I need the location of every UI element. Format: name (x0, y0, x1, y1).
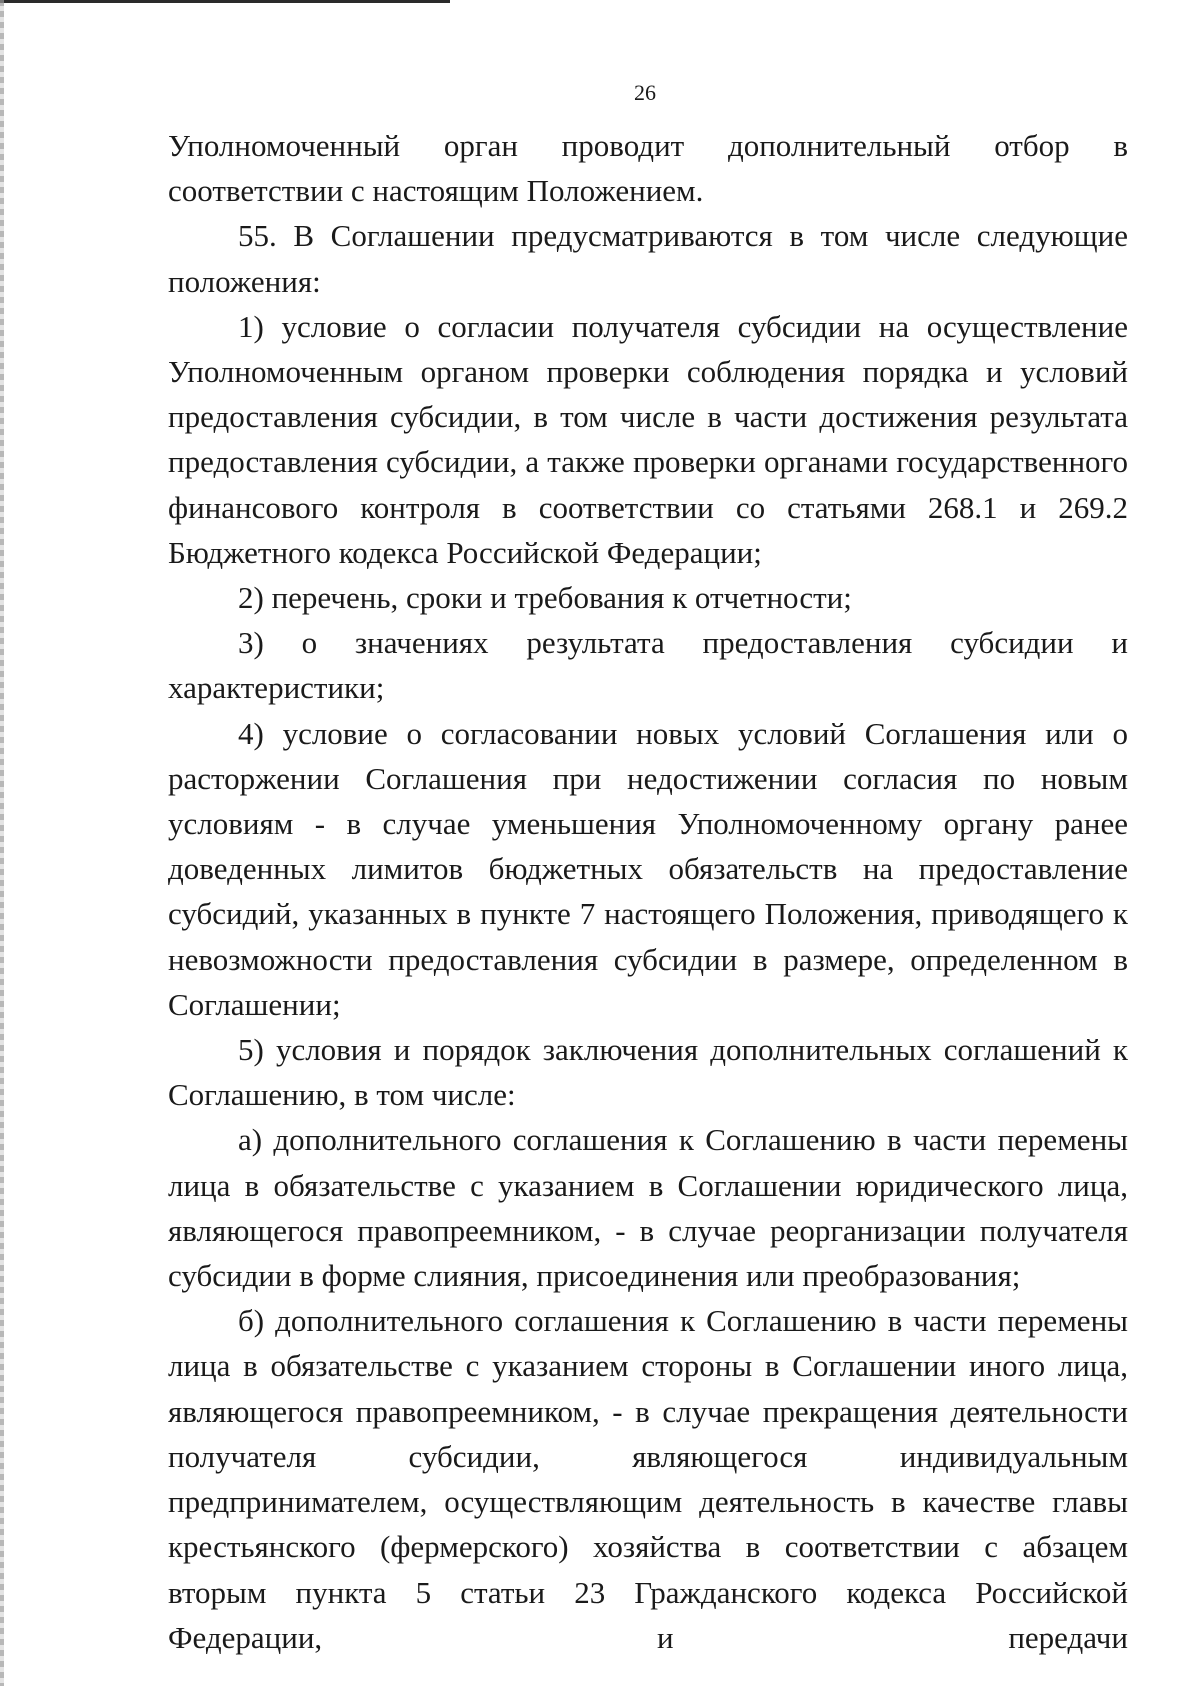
document-body (168, 123, 1128, 1660)
paragraph-item-5b: б) дополнительного соглашения к Соглашению в части перемены лица в обязательстве с указанием стороны в Соглашении иного лица, являющегося правопреемником, - в случае прекращения деятельности получателя субсидии, являющегося индивидуальным предпринимателем, осуществляющим деятельность в качестве главы крестьянского (фермерского) хозяйства в соответствии с абзацем вторым пункта 5 статьи 23 Гражданского кодекса Российской Федерации, и передачи (168, 1303, 1128, 1655)
paragraph-item-1: 1) условие о согласии получателя субсидии на осуществление Уполномоченным органом проверки соблюдения порядка и условий предоставления субсидии, в том числе в части достижения результата предоставления субсидии, а также проверки органами государственного финансового контроля в соответствии со статьями 268.1 и 269.2 Бюджетного кодекса Российской Федерации; (168, 308, 1128, 570)
paragraph-55: 55. В Соглашении предусматриваются в том числе следующие положения: (168, 218, 1128, 299)
scan-top-border (0, 0, 450, 3)
paragraph-item-5a: а) дополнительного соглашения к Соглашению в части перемены лица в обязательстве с указанием в Соглашении юридического лица, являющегося правопреемником, - в случае реорганизации получателя субсидии в форме слияния, присоединения или преобразования; (168, 1122, 1128, 1294)
paragraph-item-2: 2) перечень, сроки и требования к отчетности; (238, 580, 852, 616)
paragraph-item-5: 5) условия и порядок заключения дополнительных соглашений к Соглашению, в том числе: (168, 1032, 1128, 1113)
paragraph-item-3: 3) о значениях результата предоставления субсидии и характеристики; (168, 625, 1128, 706)
page-number: 26 (634, 80, 656, 105)
scan-left-edge (0, 0, 4, 1686)
paragraph-item-4: 4) условие о согласовании новых условий Соглашения или о расторжении Соглашения при недостижении согласия по новым условиям - в случае уменьшения Уполномоченному органу ранее доведенных лимитов бюджетных обязательств на предоставление субсидий, указанных в пункте 7 настоящего Положения, приводящего к невозможности предоставления субсидии в размере, определенном в Соглашении; (168, 715, 1128, 1022)
paragraph-intro: Уполномоченный орган проводит дополнительный отбор в соответствии с настоящим Положением. (168, 128, 1128, 209)
